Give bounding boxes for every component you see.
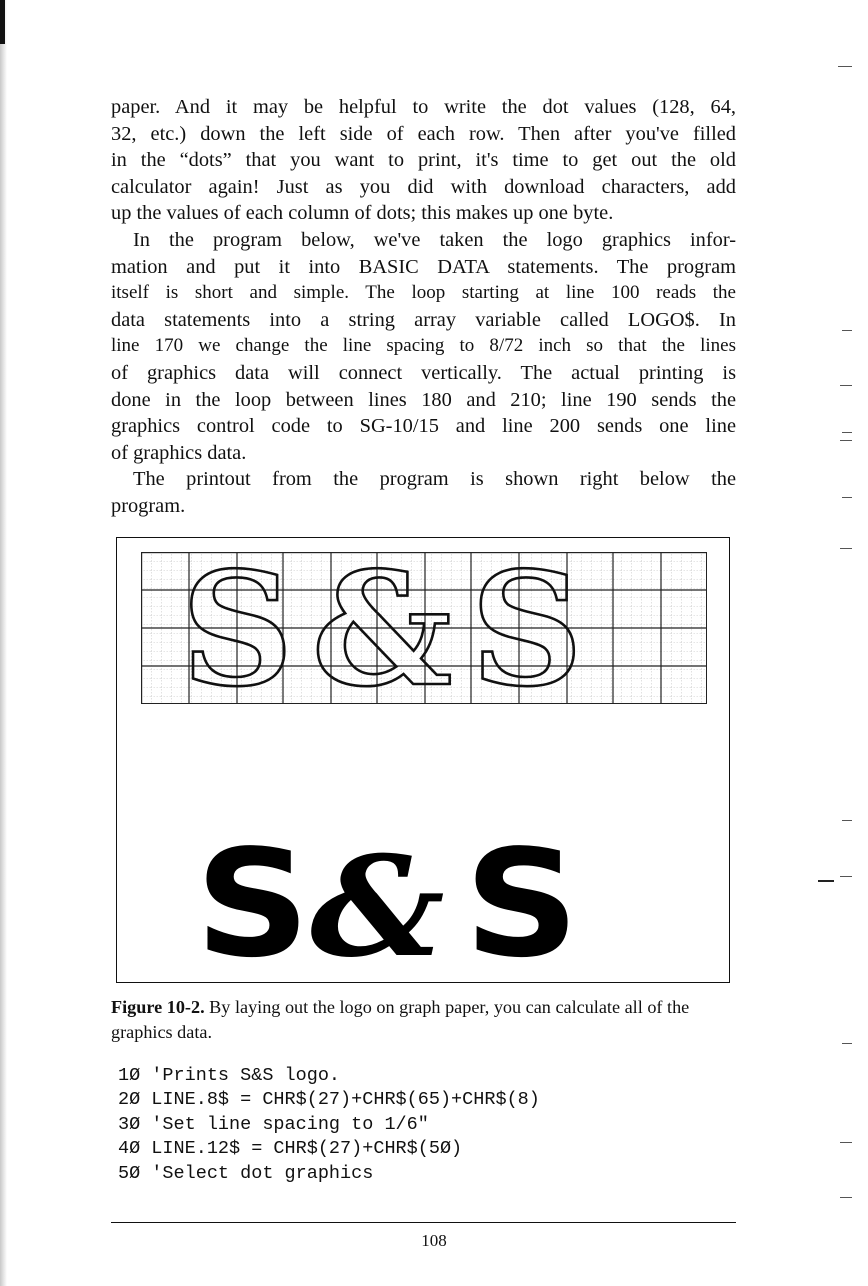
paragraph-2-line-1: In the program below, we've taken the logo graphics infor-: [133, 228, 736, 251]
code-line-50: 5Ø 'Select dot graphics: [118, 1162, 374, 1184]
page-binding-edge: [0, 0, 7, 1286]
paragraph-1-line-2: 32, etc.) down the left side of each row. Then after you've filled: [111, 122, 736, 145]
paragraph-2-line-6: of graphics data will connect vertically. The actual printing is: [111, 361, 736, 384]
figure-caption: [111, 995, 751, 1045]
paragraph-2-line-7: done in the loop between lines 180 and 210; line 190 sends the: [111, 388, 736, 411]
code-line-30: 3Ø 'Set line spacing to 1/6": [118, 1113, 429, 1135]
paragraph-1-line-5: up the values of each column of dots; this makes up one byte.: [111, 202, 614, 225]
paragraph-2-line-4: data statements into a string array variable called LOGO$. In: [111, 308, 736, 331]
figure-frame: [116, 537, 730, 990]
paragraph-2-line-8: graphics control code to SG-10/15 and line 200 sends one line: [111, 415, 736, 438]
page-number: 108: [421, 1231, 447, 1250]
code-line-20: 2Ø LINE.8$ = CHR$(27)+CHR$(65)+CHR$(8): [118, 1089, 540, 1111]
paragraph-2-line-9: of graphics data.: [111, 441, 247, 464]
code-line-40: 4Ø LINE.12$ = CHR$(27)+CHR$(5Ø): [118, 1138, 463, 1160]
paragraph-3-line-1: The printout from the program is shown right below the: [133, 468, 736, 491]
printed-logo-s-right: S: [464, 818, 575, 990]
footer-rule: [111, 1222, 736, 1223]
printed-logo-ampersand: &: [310, 825, 441, 988]
paragraph-1-line-3: in the “dots” that you want to print, it's time to get out the old: [111, 149, 736, 172]
paragraph-3-line-2: program.: [111, 494, 186, 517]
code-line-10: 1Ø 'Prints S&S logo.: [118, 1065, 341, 1086]
figure-caption-text: By laying out the logo on graph paper, you can calculate all of the graphics data.: [111, 997, 690, 1042]
printed-logo-s-left: S: [195, 818, 306, 990]
paragraph-1-line-1: paper. And it may be helpful to write the dot values (128, 64,: [111, 96, 736, 118]
figure-caption-label: Figure 10-2.: [111, 997, 205, 1017]
code-listing: [118, 1064, 540, 1186]
graph-paper-logo-outline: S&S: [181, 552, 602, 704]
binding-mark: [0, 0, 5, 44]
paragraph-2-line-2: mation and put it into BASIC DATA statements. The program: [111, 255, 736, 278]
graph-paper-logo: [141, 552, 707, 704]
paragraph-1-line-4: calculator again! Just as you did with download characters, add: [111, 175, 736, 198]
body-text: [111, 94, 736, 520]
paragraph-2-line-5: line 170 we change the line spacing to 8/72 inch so that the lines: [111, 335, 736, 357]
paragraph-2-line-3: itself is short and simple. The loop starting at line 100 reads the: [111, 282, 736, 304]
printed-logo: [195, 818, 692, 990]
